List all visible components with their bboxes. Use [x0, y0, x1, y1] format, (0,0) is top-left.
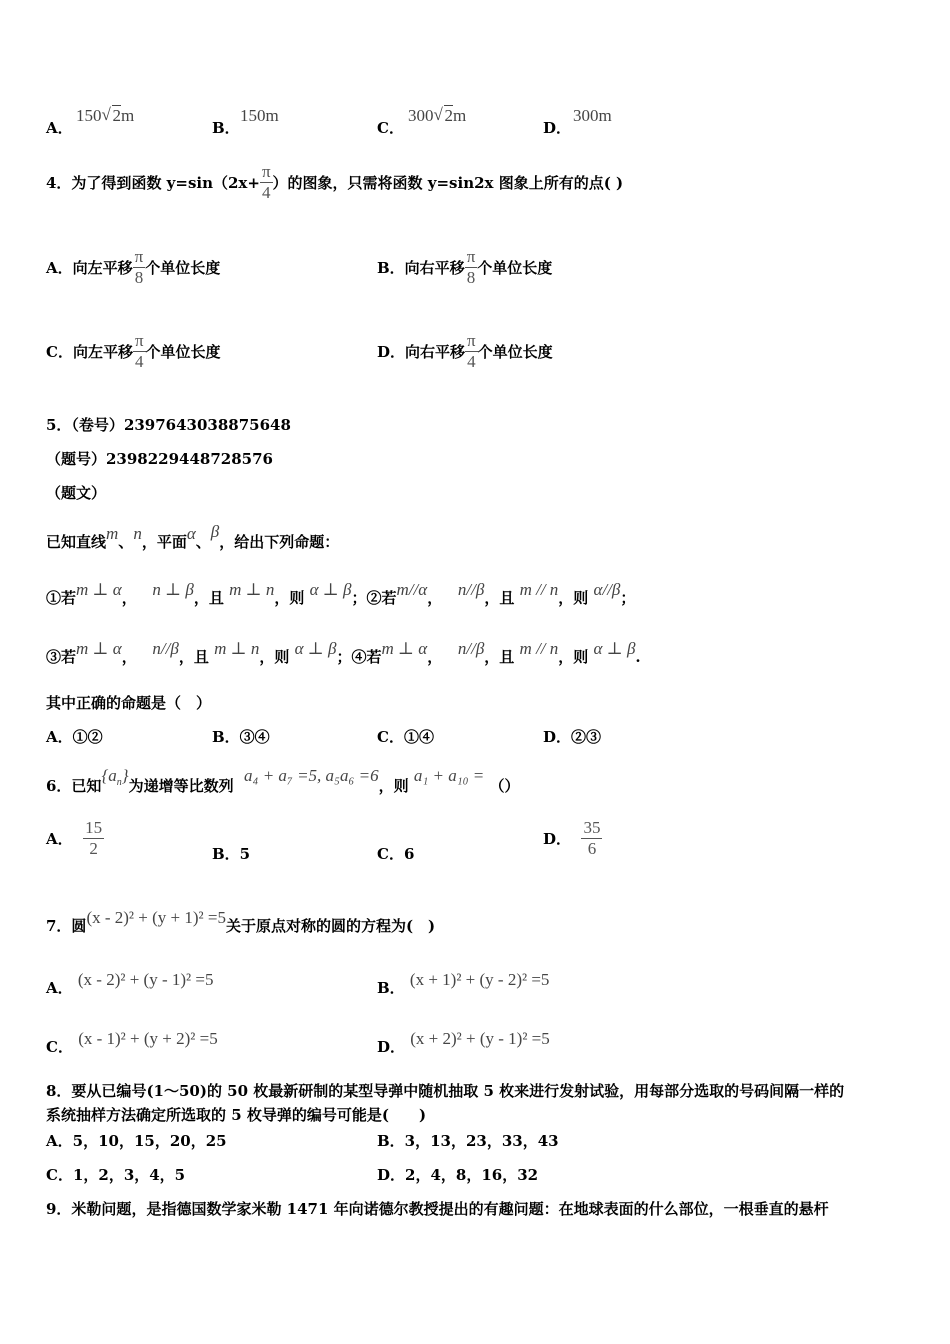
q5-question-id: （题号）2398229448728576 [46, 450, 273, 468]
q8-option-a: A．5，10，15，20，25 [46, 1132, 227, 1150]
q4-option-a: A．向左平移 $\frac{\pi}{8}$ 个单位长度 [46, 247, 221, 287]
q3-option-d: D． [543, 119, 572, 137]
fifteen-halves-fraction: $\frac{15}{2}$ [85, 818, 103, 858]
q7-stem: 7．圆(x - 2)² + (y + 1)² =5关于原点对称的圆的方程为( ) [46, 908, 436, 935]
q5-intro: 已知直线m、n，平面α、β，给出下列命题： [46, 522, 340, 551]
q4-stem: 4．为了得到函数 y=sin（2x+ $\frac{\pi}{4}$ ）的图象，只需将函数 y=sin2x 图象上所有的点( ) [46, 162, 624, 202]
q5-question: 其中正确的命题是（ ） [46, 694, 212, 712]
pi-over-4-fraction: $\frac{\pi}{4}$ [261, 162, 271, 202]
q3-option-b-value: 150m [240, 106, 279, 125]
q6-option-c: C．6 [377, 845, 415, 863]
q3-option-d-value: 300m [573, 106, 612, 125]
q7-option-d: D． (x + 2)² + (y - 1)² =5 [377, 1029, 550, 1056]
q5-paper-id: 5．（卷号）2397643038875648 [46, 416, 291, 434]
q7-option-b: B． (x + 1)² + (y - 2)² =5 [377, 970, 550, 997]
pi-over-4-fraction: $\frac{\pi}{4}$ [134, 331, 144, 371]
q3-option-b: B． [212, 119, 240, 137]
q5-option-c: C．①④ [377, 728, 434, 746]
q3-option-a-value: 150√ 2m [76, 106, 134, 126]
q6-option-d: D． $\frac{35}{6}$ [543, 818, 601, 858]
q5-text-label: （题文） [46, 484, 107, 502]
q4-option-d: D．向右平移 $\frac{\pi}{4}$ 个单位长度 [377, 331, 553, 371]
q9-stem-line1: 9．米勒问题，是指德国数学家米勒 1471 年向诺德尔教授提出的有趣问题：在地球表面的什么部位，一根垂直的悬杆 [46, 1200, 829, 1218]
q7-option-c: C． (x - 1)² + (y + 2)² =5 [46, 1029, 218, 1056]
q8-stem-line1: 8．要从已编号(1～50)的 50 枚最新研制的某型导弹中随机抽取 5 枚来进行发射试验，用每部分选取的号码间隔一样的 [46, 1082, 845, 1100]
q8-stem-line2: 系统抽样方法确定所选取的 5 枚导弹的编号可能是( ) [46, 1106, 427, 1124]
q4-option-b: B．向右平移 $\frac{\pi}{8}$ 个单位长度 [377, 247, 553, 287]
q5-option-d: D．②③ [543, 728, 602, 746]
q3-option-a: A． [46, 119, 73, 137]
q6-option-b: B．5 [212, 845, 251, 863]
pi-over-8-fraction: $\frac{\pi}{8}$ [134, 247, 144, 287]
q6-option-a: A． $\frac{15}{2}$ [46, 818, 103, 858]
q5-propositions-1-2: ①若m ⊥ α， n ⊥ β，且 m ⊥ n，则 α ⊥ β；②若m//α， n//β，且 m // n，则 α//β； [46, 580, 636, 607]
q6-stem: 6．已知$\{a_n\}$为递增等比数列 a₄ + a₇ =5, a₅a₆ =6，则 a₁ + a₁₀ = （） [46, 766, 520, 795]
thirty-five-sixths-fraction: $\frac{35}{6}$ [583, 818, 601, 858]
q5-propositions-3-4: ③若m ⊥ α， n//β，且 m ⊥ n，则 α ⊥ β；④若m ⊥ α， n//β，且 m // n，则 α ⊥ β. [46, 639, 641, 666]
q5-option-b: B．③④ [212, 728, 270, 746]
q5-option-a: A．①② [46, 728, 103, 746]
q4-option-c: C．向左平移 $\frac{\pi}{4}$ 个单位长度 [46, 331, 221, 371]
pi-over-4-fraction: $\frac{\pi}{4}$ [467, 331, 476, 371]
q8-option-d: D．2，4，8，16，32 [377, 1166, 539, 1184]
q8-option-c: C．1，2，3，4，5 [46, 1166, 186, 1184]
q8-option-b: B．3，13，23，33，43 [377, 1132, 559, 1150]
q3-option-c: C． [377, 119, 404, 137]
q7-option-a: A． (x - 2)² + (y - 1)² =5 [46, 970, 214, 997]
pi-over-8-fraction: $\frac{\pi}{8}$ [466, 247, 476, 287]
q3-option-c-value: 300√ 2m [408, 106, 466, 126]
